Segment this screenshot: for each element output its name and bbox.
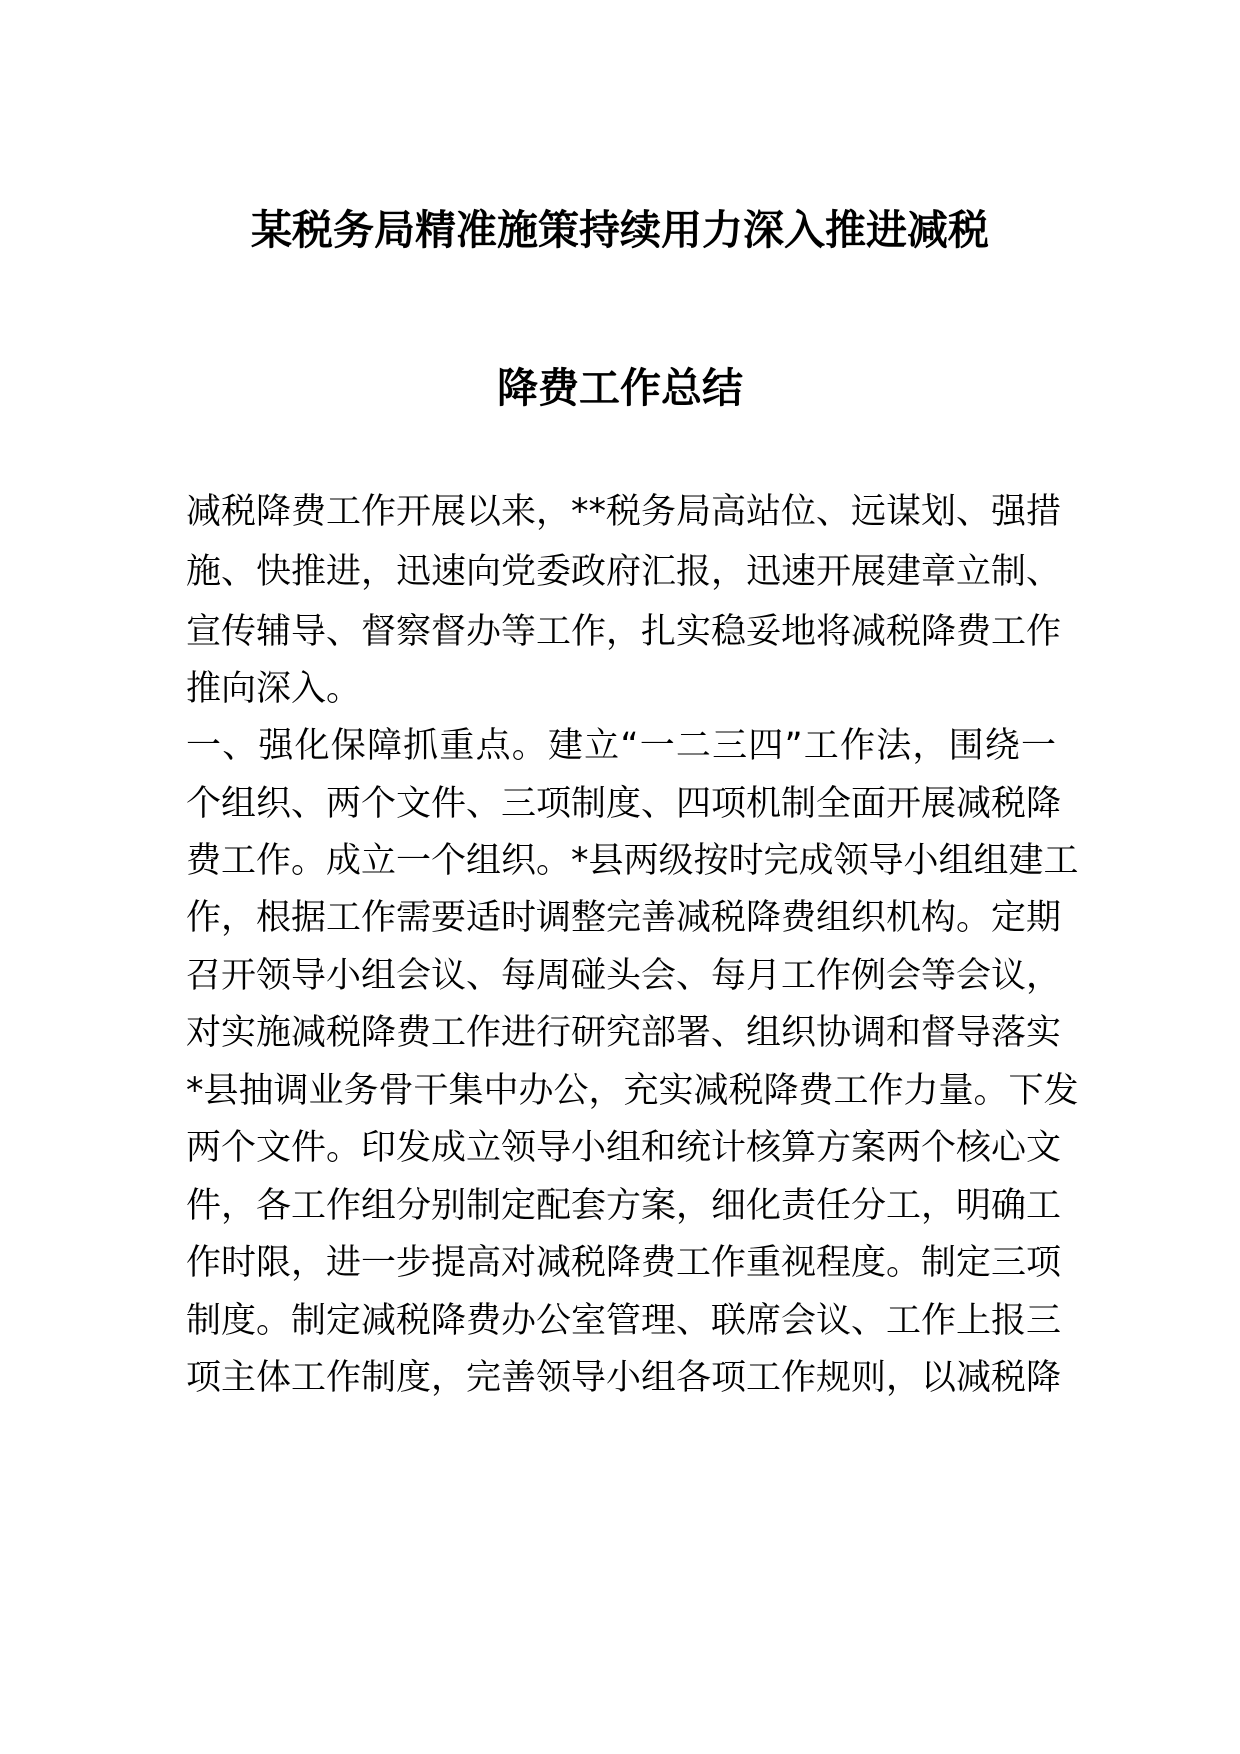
document-title-line-2: 降费工作总结: [497, 364, 743, 412]
body-text-line: 制度。制定减税降费办公室管理、联席会议、工作上报三: [186, 1301, 1062, 1341]
body-text-line: 两个文件。印发成立领导小组和统计核算方案两个核心文: [186, 1128, 1062, 1168]
document-title-line-1: 某税务局精准施策持续用力深入推进减税: [251, 206, 989, 254]
body-text-line: *县抽调业务骨干集中办公，充实减税降费工作力量。下发: [186, 1071, 1079, 1111]
body-text-line: 作，根据工作需要适时调整完善减税降费组织机构。定期: [186, 898, 1062, 938]
body-text-line: 减税降费工作开展以来，**税务局高站位、远谋划、强措: [186, 492, 1062, 532]
body-text-line: 项主体工作制度，完善领导小组各项工作规则，以减税降: [186, 1358, 1062, 1398]
body-text-line: 作时限，进一步提高对减税降费工作重视程度。制定三项: [186, 1243, 1062, 1283]
body-text-line: 件，各工作组分别制定配套方案，细化责任分工，明确工: [186, 1186, 1062, 1226]
body-text-line: 宣传辅导、督察督办等工作，扎实稳妥地将减税降费工作: [186, 612, 1062, 652]
body-text-line: 对实施减税降费工作进行研究部署、组织协调和督导落实: [186, 1013, 1062, 1053]
body-text-line: 施、快推进，迅速向党委政府汇报，迅速开展建章立制、: [186, 552, 1062, 592]
body-text-line: 个组织、两个文件、三项制度、四项机制全面开展减税降: [186, 784, 1062, 824]
body-text-line: 召开领导小组会议、每周碰头会、每月工作例会等会议，: [186, 956, 1062, 996]
body-text-line: 费工作。成立一个组织。*县两级按时完成领导小组组建工: [186, 841, 1079, 881]
body-text-line: 推向深入。: [186, 669, 362, 709]
body-text-line: 一、强化保障抓重点。建立“一二三四”工作法，围绕一: [186, 726, 1056, 766]
